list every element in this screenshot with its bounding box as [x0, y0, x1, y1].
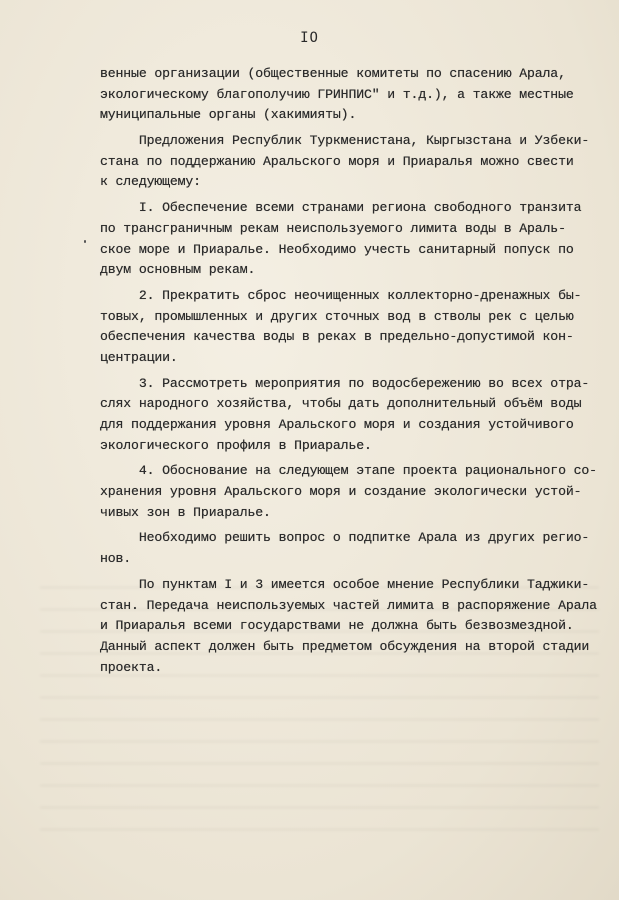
text-line: Предложения Республик Туркменистана, Кыргызстана и Узбеки- — [100, 133, 590, 149]
paragraph-proposals-intro — [100, 131, 598, 193]
text-line: хранения уровня Аральского моря и создание экологически устой- — [100, 484, 582, 500]
text-line: и Приаралья всеми государствами не должна быть безвозмездной. — [100, 618, 574, 634]
text-line: экологического профиля в Приаралье. — [100, 437, 372, 453]
text-line: чивых зон в Приаралье. — [100, 504, 271, 520]
text-line: ское море и Приаралье. Необходимо учесть санитарный попуск по — [100, 241, 574, 257]
text-line: к следующему: — [100, 174, 201, 190]
text-line: слях народного хозяйства, чтобы дать дополнительный объём воды — [100, 396, 582, 412]
text-line: по трансграничным рекам неиспользуемого лимита воды в Араль- — [100, 220, 566, 236]
text-line: Данный аспект должен быть предметом обсуждения на второй стадии — [100, 638, 590, 654]
text-line: По пунктам I и 3 имеется особое мнение Республики Таджики- — [100, 576, 590, 592]
ink-speck — [84, 240, 86, 243]
text-line: обеспечения качества воды в реках в предельно-допустимой кон- — [100, 329, 574, 345]
paragraph-tajikistan-opinion — [100, 575, 598, 678]
text-line: центрации. — [100, 349, 178, 365]
text-line: товых, промышленных и других сточных вод в стволы рек с целью — [100, 308, 574, 324]
paragraph-item-3 — [100, 374, 598, 457]
text-line: 4. Обоснование на следующем этапе проекта рационального со- — [100, 463, 597, 479]
paragraph-item-4 — [100, 461, 598, 523]
text-line: проекта. — [100, 659, 163, 675]
text-line: Необходимо решить вопрос о подпитке Арала из других регио- — [100, 530, 590, 546]
text-line: 2. Прекратить сброс неочищенных коллекторно-дренажных бы- — [100, 287, 582, 303]
text-line: венные организации (общественные комитеты по спасению Арала, — [100, 66, 566, 81]
text-line: нов. — [100, 551, 132, 567]
paragraph-item-2 — [100, 286, 598, 369]
text-line: муниципальные органы (хакимияты). — [100, 107, 357, 123]
text-line: стан. Передача неиспользуемых частей лимита в распоряжение Арала — [100, 597, 597, 613]
text-line: 3. Рассмотреть мероприятия по водосбережению во всех отра- — [100, 375, 590, 391]
text-line: стана по поддержанию Аральского моря и Приаралья можно свести — [100, 153, 574, 169]
paragraph-aral-feeding — [100, 528, 598, 569]
page-number: IO — [300, 30, 319, 46]
text-line: экологическому благополучию ГРИНПИС" и т.д.), а также местные — [100, 86, 574, 102]
text-line: для поддержания уровня Аральского моря и создания устойчивого — [100, 417, 574, 432]
text-line: I. Обеспечение всеми странами региона свободного транзита — [100, 200, 582, 216]
document-body — [100, 64, 598, 678]
text-line: двум основным рекам. — [100, 262, 256, 278]
paragraph-item-1 — [100, 198, 598, 281]
paragraph-continuation — [100, 64, 598, 126]
